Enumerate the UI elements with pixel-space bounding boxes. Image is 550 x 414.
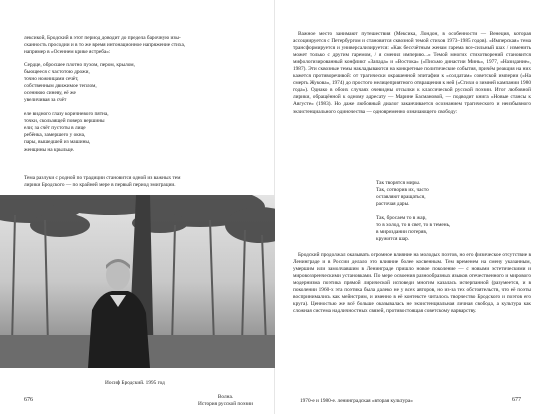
photo-caption: Иосиф Бродский. 1995 год	[105, 380, 165, 386]
poem-line: бьющееся с частотою дрожи,	[24, 69, 90, 76]
brodsky-photo	[0, 195, 275, 368]
paragraph-text: Важное место занимают путешествия (Мексика, Лондон, в особенности — Венеция, которая ассоциируется с Петербургом и становится сквозной темой стихов 1973–1985 годов). «Имперская» тема трансформируется и универсализируется: «Как бессчётным женам гарема все-сильный шах / изменить может только с другим гаремом, / я сменил империю...» Темой многих стихотворений становится мифологизированный конфликт «Запада» и «Востока» («Письмо династии Минь», 1977, «Назидание», 1987). Эти сквозные темы накладываются на конкретные политические события, причём реакция на них кажется противоречивой: от трагически окрашенной эпитафии к «солдатам» советской империи («На смерть Жукова», 1974) до простого нелицеприятного отвращения к ней («Стихи о зимней кампании 1980 года»). Однако в обоих случаях очевидны отсылки к классической русской поэзии. Итог любовной лирики, обращённой к одному адресату — Марине Басмановой, — подводит книга «Новые стансы к Августе» (1983). Но даже любовный диалог заканчивается осознанием трагического и неизбывного экзистенциального одиночества — одновременно означающего свободу:	[293, 31, 531, 115]
poem-line: Так, бросаем то в жар,	[376, 215, 427, 222]
poem-line: ели; за счёт пустоты в лице	[24, 125, 86, 132]
paragraph-text: Бродский продолжал оказывать огромное влияние на молодых поэтов, но его физическое отсутствие в Ленинграде и в России делало это влияние более косвенным. Тем временем на смену указанным, умершим или замолчавшим в Ленинграде пришло новое поколение — с новыми эстетическими и мировоззренческими установками. По мере освоения разнообразных языков отечественного и мирового модернизма поэтика прямой лирической исповеди многим казалась исчерпанной (разумеется, и в поколении 1960-х эта поэтика была далеко не у всех авторов, но из-за тех обстоятельств, что её поэты воспринимались как мейнстрим, и именно в её контексте читалось творчество Бродского и поэтов его круга). Ценностью же всё больше оказывалась не экзистенциальная личная свобода, а культура как сложная система надличностных связей, противостоящая советскому варварству.	[293, 252, 531, 315]
after-line: Тема разлуки с родной по традиции становится одной из важных тем	[24, 175, 181, 181]
poem-line: женщины на крыльце.	[24, 146, 75, 153]
after-poem-paragraph	[24, 175, 257, 189]
photo-image	[0, 195, 275, 368]
poem-line: Так, сотворив их, часто	[376, 187, 429, 194]
poem-line: то в холод, то в свет, то в темень,	[376, 222, 451, 229]
right-page	[275, 0, 550, 414]
running-footer-left	[188, 394, 263, 407]
poem-line: Так творятся миры.	[376, 180, 421, 186]
poem-line: пары, вышедшей из машины,	[24, 139, 91, 146]
poem-stanza	[24, 111, 174, 153]
running-footer-right: 1970-е и 1980-е. ленинградская «вторая культура»	[300, 398, 413, 404]
body-paragraph-2	[293, 252, 531, 315]
poem-line: расточая дары.	[376, 201, 410, 208]
poem-line: еле видного глазу коричневого пятна,	[24, 111, 109, 118]
page-number-left: 676	[24, 397, 33, 403]
after-line: лирики Бродского — по крайней мере в первый период эмиграции.	[24, 182, 176, 189]
intro-line: например в «Осеннем крике ястреба»:	[24, 49, 111, 56]
body-paragraph-1	[293, 31, 531, 116]
poem-stanza	[376, 215, 516, 243]
poem-line: в мироздании потеряв,	[376, 229, 428, 236]
poem-line: увеличивая за счёт	[24, 97, 67, 104]
poem-stanza	[376, 180, 516, 208]
poem-line: кружится шар.	[376, 236, 410, 243]
poem-line: точно ножницами сечёт,	[24, 76, 79, 83]
intro-paragraph	[24, 35, 257, 56]
intro-line: сканность просодии и в то же время интонационное напряжение стиха,	[24, 42, 186, 49]
poem-autumn-hawk	[24, 62, 174, 161]
poem-line: осеннюю синеву, её же	[24, 90, 76, 97]
poem-line: Сердце, обросшее плотно пухом, пером, крылом,	[24, 62, 135, 68]
page-number-right: 677	[512, 397, 521, 403]
poem-line: точки, скользящей поверх вершины	[24, 118, 105, 125]
footer-line: Волна.	[217, 394, 234, 400]
intro-line: лексикой, Бродский в этот период доводит до предела барочную изы-	[24, 35, 181, 41]
poem-line: оставляют вращаться,	[376, 194, 426, 201]
poem-stanza	[24, 62, 174, 104]
poem-line: собственным движимое теплом,	[24, 83, 97, 90]
footer-line: История русской поэзии	[198, 400, 253, 407]
poem-line: ребёнка, замершего у окна,	[24, 132, 86, 139]
poem-new-stanzas	[376, 180, 516, 250]
